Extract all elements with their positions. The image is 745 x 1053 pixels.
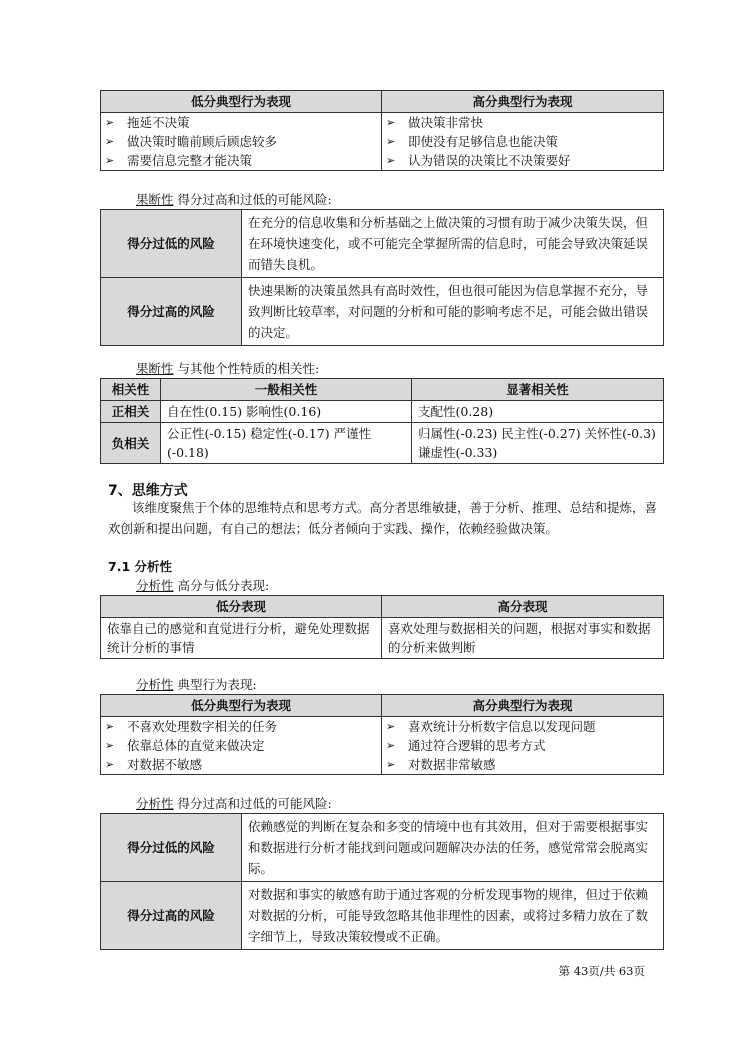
- list-item: ➢ 认为错误的决策比不决策要好: [382, 151, 663, 170]
- list-item: ➢ 需要信息完整才能决策: [101, 151, 381, 170]
- list-item: ➢ 通过符合逻辑的思考方式: [382, 736, 663, 755]
- risk-low-label: 得分过低的风险: [101, 210, 242, 278]
- correlation-table: [100, 378, 664, 464]
- low-performance: 依靠自己的感觉和直觉进行分析，避免处理数据统计分析的事情: [101, 618, 382, 659]
- high-performance: 喜欢处理与数据相关的问题，根据对事实和数据的分析来做判断: [382, 618, 664, 659]
- positive-label: 正相关: [101, 401, 161, 423]
- list-item: ➢ 对数据非常敏感: [382, 755, 663, 774]
- performance-table-analytical: [100, 595, 664, 659]
- risk-low-text: 依赖感觉的判断在复杂和多变的情境中也有其效用，但对于需要根据事实和数据进行分析才能找到问题或问题解决办法的任务，感觉常常会脱离实际。: [242, 814, 664, 882]
- list-item: ➢ 对数据不敏感: [101, 755, 381, 774]
- table-header-low: 低分典型行为表现: [101, 91, 382, 113]
- list-item: ➢ 依靠总体的直觉来做决定: [101, 736, 381, 755]
- corr-header: 相关性: [101, 379, 161, 401]
- caption-analytical-performance: 分析性 高分与低分表现:: [136, 578, 270, 593]
- trait-name: 分析性: [136, 578, 174, 593]
- trait-name: 果断性: [136, 192, 174, 207]
- list-item: ➢ 拖延不决策: [101, 113, 381, 132]
- risk-low-label: 得分过低的风险: [101, 814, 242, 882]
- page-number: 第 43页/共 63页: [558, 964, 645, 978]
- caption-analytical-risk: 分析性 得分过高和过低的可能风险:: [136, 796, 332, 811]
- section-title: 7、思维方式: [108, 483, 188, 499]
- risk-table-decisiveness: [100, 209, 664, 346]
- positive-general: 自在性(0.15) 影响性(0.16): [161, 401, 412, 423]
- list-item: ➢ 即使没有足够信息也能决策: [382, 132, 663, 151]
- risk-high-label: 得分过高的风险: [101, 278, 242, 346]
- caption-decisiveness-risk: 果断性 得分过高和过低的可能风险:: [136, 192, 332, 207]
- list-item: ➢ 不喜欢处理数字相关的任务: [101, 717, 381, 736]
- list-item: ➢ 做决策时瞻前顾后顾虑较多: [101, 132, 381, 151]
- subsection-title: 7.1 分析性: [108, 559, 172, 574]
- caption-analytical-behavior: 分析性 典型行为表现:: [136, 677, 257, 692]
- table-header-low: 低分表现: [101, 596, 382, 618]
- positive-significant: 支配性(0.28): [412, 401, 664, 423]
- behavior-table-decisiveness: [100, 90, 664, 171]
- risk-high-label: 得分过高的风险: [101, 882, 242, 950]
- risk-high-text: 快速果断的决策虽然具有高时效性，但也很可能因为信息掌握不充分，导致判断比较草率，对问题的分析和可能的影响考虑不足，可能会做出错误的决定。: [242, 278, 664, 346]
- negative-significant: 归属性(-0.23) 民主性(-0.27) 关怀性(-0.3) 谦虚性(-0.33): [412, 423, 664, 464]
- behavior-table-analytical: [100, 694, 664, 775]
- list-item: ➢ 做决策非常快: [382, 113, 663, 132]
- table-header-low: 低分典型行为表现: [101, 695, 382, 717]
- corr-header: 一般相关性: [161, 379, 412, 401]
- trait-name: 分析性: [136, 796, 174, 811]
- trait-name: 分析性: [136, 677, 174, 692]
- table-header-high: 高分典型行为表现: [382, 695, 664, 717]
- corr-header: 显著相关性: [412, 379, 664, 401]
- risk-table-analytical: [100, 813, 664, 950]
- table-header-high: 高分典型行为表现: [382, 91, 664, 113]
- negative-label: 负相关: [101, 423, 161, 464]
- risk-low-text: 在充分的信息收集和分析基础之上做决策的习惯有助于减少决策失误，但在环境快速变化，或不可能完全掌握所需的信息时，可能会导致决策延误而错失良机。: [242, 210, 664, 278]
- caption-decisiveness-correlation: 果断性 与其他个性特质的相关性:: [136, 361, 320, 376]
- risk-high-text: 对数据和事实的敏感有助于通过客观的分析发现事物的规律，但过于依赖对数据的分析，可能导致忽略其他非理性的因素，或将过多精力放在了数字细节上，导致决策较慢或不正确。: [242, 882, 664, 950]
- table-header-high: 高分表现: [382, 596, 664, 618]
- section-description: 该维度聚焦于个体的思维特点和思考方式。高分者思维敏捷，善于分析、推理、总结和提炼，喜欢创新和提出问题，有自己的想法；低分者倾向于实践、操作，依赖经验做决策。: [108, 500, 658, 536]
- trait-name: 果断性: [136, 361, 174, 376]
- negative-general: 公正性(-0.15) 稳定性(-0.17) 严谨性(-0.18): [161, 423, 412, 464]
- list-item: ➢ 喜欢统计分析数字信息以发现问题: [382, 717, 663, 736]
